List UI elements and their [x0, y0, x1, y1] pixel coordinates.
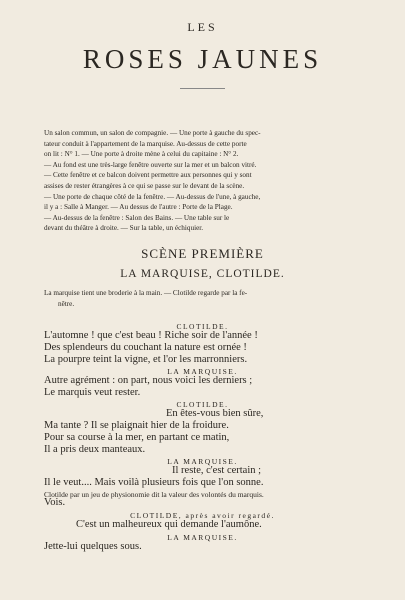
page-title: ROSES JAUNES — [82, 44, 323, 74]
verse-line: Ma tante ? Il se plaignait hier de la froidure. — [44, 420, 229, 431]
speaker-label: LA MARQUISE. — [167, 457, 238, 466]
stage-line: — Au-dessus de la fenêtre : Salon des Bains. — Une table sur le — [44, 213, 230, 222]
verse-line: Pour sa course à la mer, en partant ce matin, — [44, 432, 230, 443]
scene-direction-line: nêtre. — [58, 299, 75, 308]
scene-direction-line: La marquise tient une broderie à la main. — Clotilde regarde par la fe- — [44, 289, 248, 297]
verse-line: Des splendeurs du couchant la nature est ornée ! — [44, 342, 247, 353]
verse-line: Il a pris deux manteaux. — [44, 444, 146, 455]
stage-line: — Cette fenêtre et ce balcon doivent permettre aux personnes qui y sont — [44, 171, 252, 180]
scene-characters: LA MARQUISE, CLOTILDE. — [120, 268, 285, 280]
stage-line: devant du théâtre à droite. — Sur la table, un échiquier. — [44, 224, 204, 233]
verse-line: Il reste, c'est certain ; — [172, 465, 262, 476]
speaker-label: CLOTILDE. — [176, 400, 229, 409]
title-prefix: LES — [187, 20, 218, 34]
stage-direction-inline: Clotilde par un jeu de physionomie dit la valeur des volontés du marquis. — [44, 490, 264, 499]
verse-line: En êtes-vous bien sûre, — [166, 408, 264, 419]
stage-line: Un salon commun, un salon de compagnie. — Une porte à gauche du spec- — [44, 129, 261, 137]
speaker-label: LA MARQUISE. — [167, 533, 238, 542]
verse-line: C'est un malheureux qui demande l'aumône. — [76, 519, 262, 530]
verse-line: Il le veut.... Mais voilà plusieurs fois que l'on sonne. — [44, 477, 264, 488]
stage-line: on lit : N° 1. — Une porte à droite mène à celui du capitaine : N° 2. — [44, 150, 239, 159]
stage-line: — Au fond est une très-large fenêtre ouverte sur la mer et un balcon vitré. — [44, 160, 257, 169]
stage-line: assises de rester étrangères à ce qui se passe sur le devant de la scène. — [44, 181, 245, 190]
verse-line: Vois. — [44, 497, 66, 508]
verse-line: La pourpre teint la vigne, et l'or les marronniers. — [44, 354, 248, 365]
speaker-label: LA MARQUISE. — [167, 367, 238, 376]
title-divider — [180, 88, 225, 89]
verse-line: L'automne ! que c'est beau ! Riche soir de l'année ! — [44, 330, 258, 341]
verse-line: Autre agrément : on part, nous voici les derniers ; — [44, 375, 253, 386]
stage-line: tateur conduit à l'appartement de la marquise. Au-dessus de cette porte — [44, 139, 247, 148]
verse-line: Le marquis veut rester. — [44, 387, 141, 398]
speaker-label: CLOTILDE. — [176, 322, 229, 331]
scene-direction — [44, 288, 362, 309]
stage-line: il y a : Salle à Manger. — Au dessus de l'autre : Porte de la Plage. — [44, 203, 233, 212]
scene-heading: SCÈNE PREMIÈRE — [141, 246, 264, 261]
verse-line: Jette-lui quelques sous. — [44, 541, 142, 552]
speaker-label: CLOTILDE, après avoir regardé. — [130, 511, 275, 520]
stage-line: — Une porte de chaque côté de la fenêtre. — Au-dessus de l'une, à gauche, — [44, 192, 261, 201]
stage-direction — [44, 128, 362, 234]
